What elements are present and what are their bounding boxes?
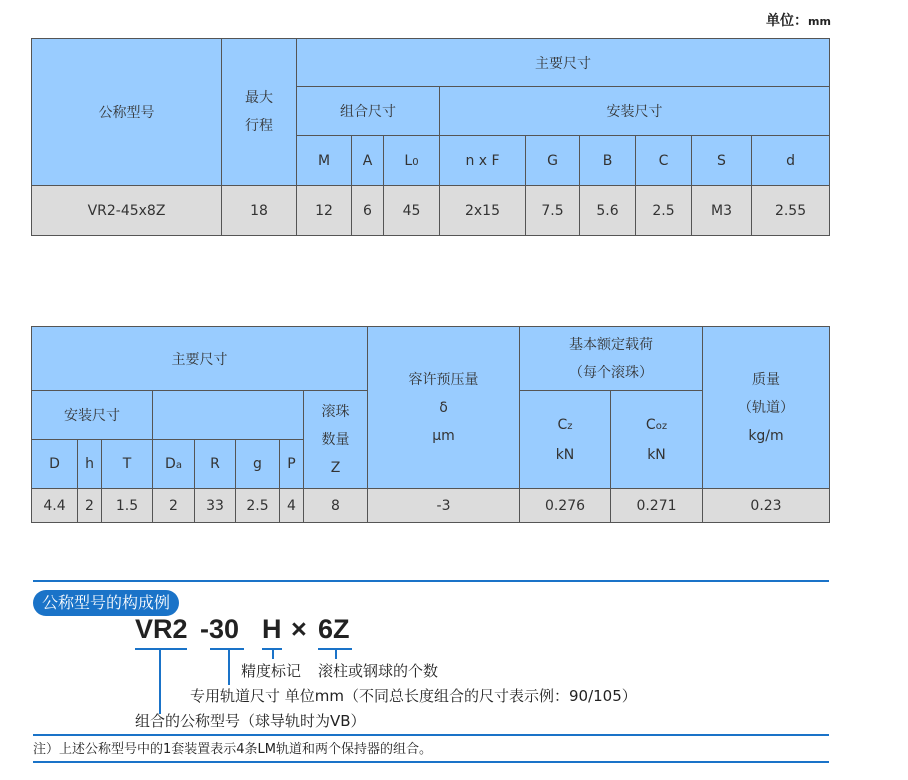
cell-G: 7.5: [526, 186, 580, 236]
header-max-stroke: 最大 行程: [222, 39, 297, 186]
header-rollers: 滚珠 数量 Z: [304, 391, 368, 489]
cell-R: 33: [195, 489, 236, 523]
cell-B: 5.6: [580, 186, 636, 236]
header-assembly-dims: 组合尺寸: [297, 87, 440, 136]
col-R: R: [195, 440, 236, 489]
header-blank: [153, 391, 304, 440]
table-row: [32, 489, 830, 523]
header-preload: 容许预压量 δ μm: [368, 327, 520, 489]
col-L0: L0: [384, 136, 440, 186]
col-Da: Da: [153, 440, 195, 489]
col-C: C: [636, 136, 692, 186]
unit-label: 单位：mm: [766, 13, 831, 29]
cell-Coz: 0.271: [611, 489, 703, 523]
model-part-series: VR2: [135, 614, 188, 644]
section-divider-bottom: [33, 761, 829, 763]
cell-S: M3: [692, 186, 752, 236]
header-rated-load: 基本额定载荷 （每个滚珠）: [520, 327, 703, 391]
cell-A: 6: [352, 186, 384, 236]
cell-L0: 45: [384, 186, 440, 236]
cell-preload: -3: [368, 489, 520, 523]
cell-g: 2.5: [236, 489, 280, 523]
header-mount-dims: 安装尺寸: [440, 87, 830, 136]
cell-Z: 8: [304, 489, 368, 523]
col-P: P: [280, 440, 304, 489]
section-title: 公称型号的构成例: [33, 590, 179, 616]
leader-series: [159, 648, 161, 714]
col-g: g: [236, 440, 280, 489]
cell-D: 4.4: [32, 489, 78, 523]
dimensions-table: [31, 38, 830, 236]
model-part-accuracy: H: [262, 614, 282, 644]
model-part-length: -30: [200, 614, 240, 644]
cell-T: 1.5: [102, 489, 153, 523]
leader-count: [335, 648, 337, 659]
cell-Da: 2: [153, 489, 195, 523]
section-divider-top: [33, 580, 829, 582]
cell-stroke: 18: [222, 186, 297, 236]
cell-P: 4: [280, 489, 304, 523]
col-G: G: [526, 136, 580, 186]
header-nominal-model: 公称型号: [32, 39, 222, 186]
leader-accuracy: [272, 648, 274, 659]
col-Coz: Coz kN: [611, 391, 703, 489]
cell-model: VR2-45x8Z: [32, 186, 222, 236]
section-divider-mid: [33, 734, 829, 736]
load-table: [31, 326, 830, 523]
cell-Cz: 0.276: [520, 489, 611, 523]
cell-mass: 0.23: [703, 489, 830, 523]
model-part-times: ×: [291, 614, 307, 644]
cell-h: 2: [78, 489, 102, 523]
col-B: B: [580, 136, 636, 186]
cell-M: 12: [297, 186, 352, 236]
underline-length: [210, 648, 244, 650]
underline-series: [135, 648, 187, 650]
col-S: S: [692, 136, 752, 186]
col-h: h: [78, 440, 102, 489]
header-main-dims: 主要尺寸: [297, 39, 830, 87]
caption-accuracy: 精度标记: [241, 662, 302, 680]
caption-model: 组合的公称型号（球导轨时为VB）: [135, 712, 366, 730]
col-A: A: [352, 136, 384, 186]
header-mass: 质量 （轨道） kg/m: [703, 327, 830, 489]
model-part-count: 6Z: [318, 614, 350, 644]
table-row: [32, 186, 830, 236]
footnote: 注）上述公称型号中的1套装置表示4条LM轨道和两个保持器的组合。: [33, 742, 433, 757]
header-main-dims: 主要尺寸: [32, 327, 368, 391]
header-mount-dims: 安装尺寸: [32, 391, 153, 440]
col-d: d: [752, 136, 830, 186]
cell-d: 2.55: [752, 186, 830, 236]
col-M: M: [297, 136, 352, 186]
cell-C: 2.5: [636, 186, 692, 236]
caption-length: 专用轨道尺寸 单位mm（不同总长度组合的尺寸表示例：90/105）: [190, 687, 637, 705]
cell-nxF: 2x15: [440, 186, 526, 236]
col-Cz: Cz kN: [520, 391, 611, 489]
caption-count: 滚柱或钢球的个数: [318, 662, 439, 680]
leader-length: [228, 648, 230, 685]
col-D: D: [32, 440, 78, 489]
col-T: T: [102, 440, 153, 489]
col-nxF: n x F: [440, 136, 526, 186]
